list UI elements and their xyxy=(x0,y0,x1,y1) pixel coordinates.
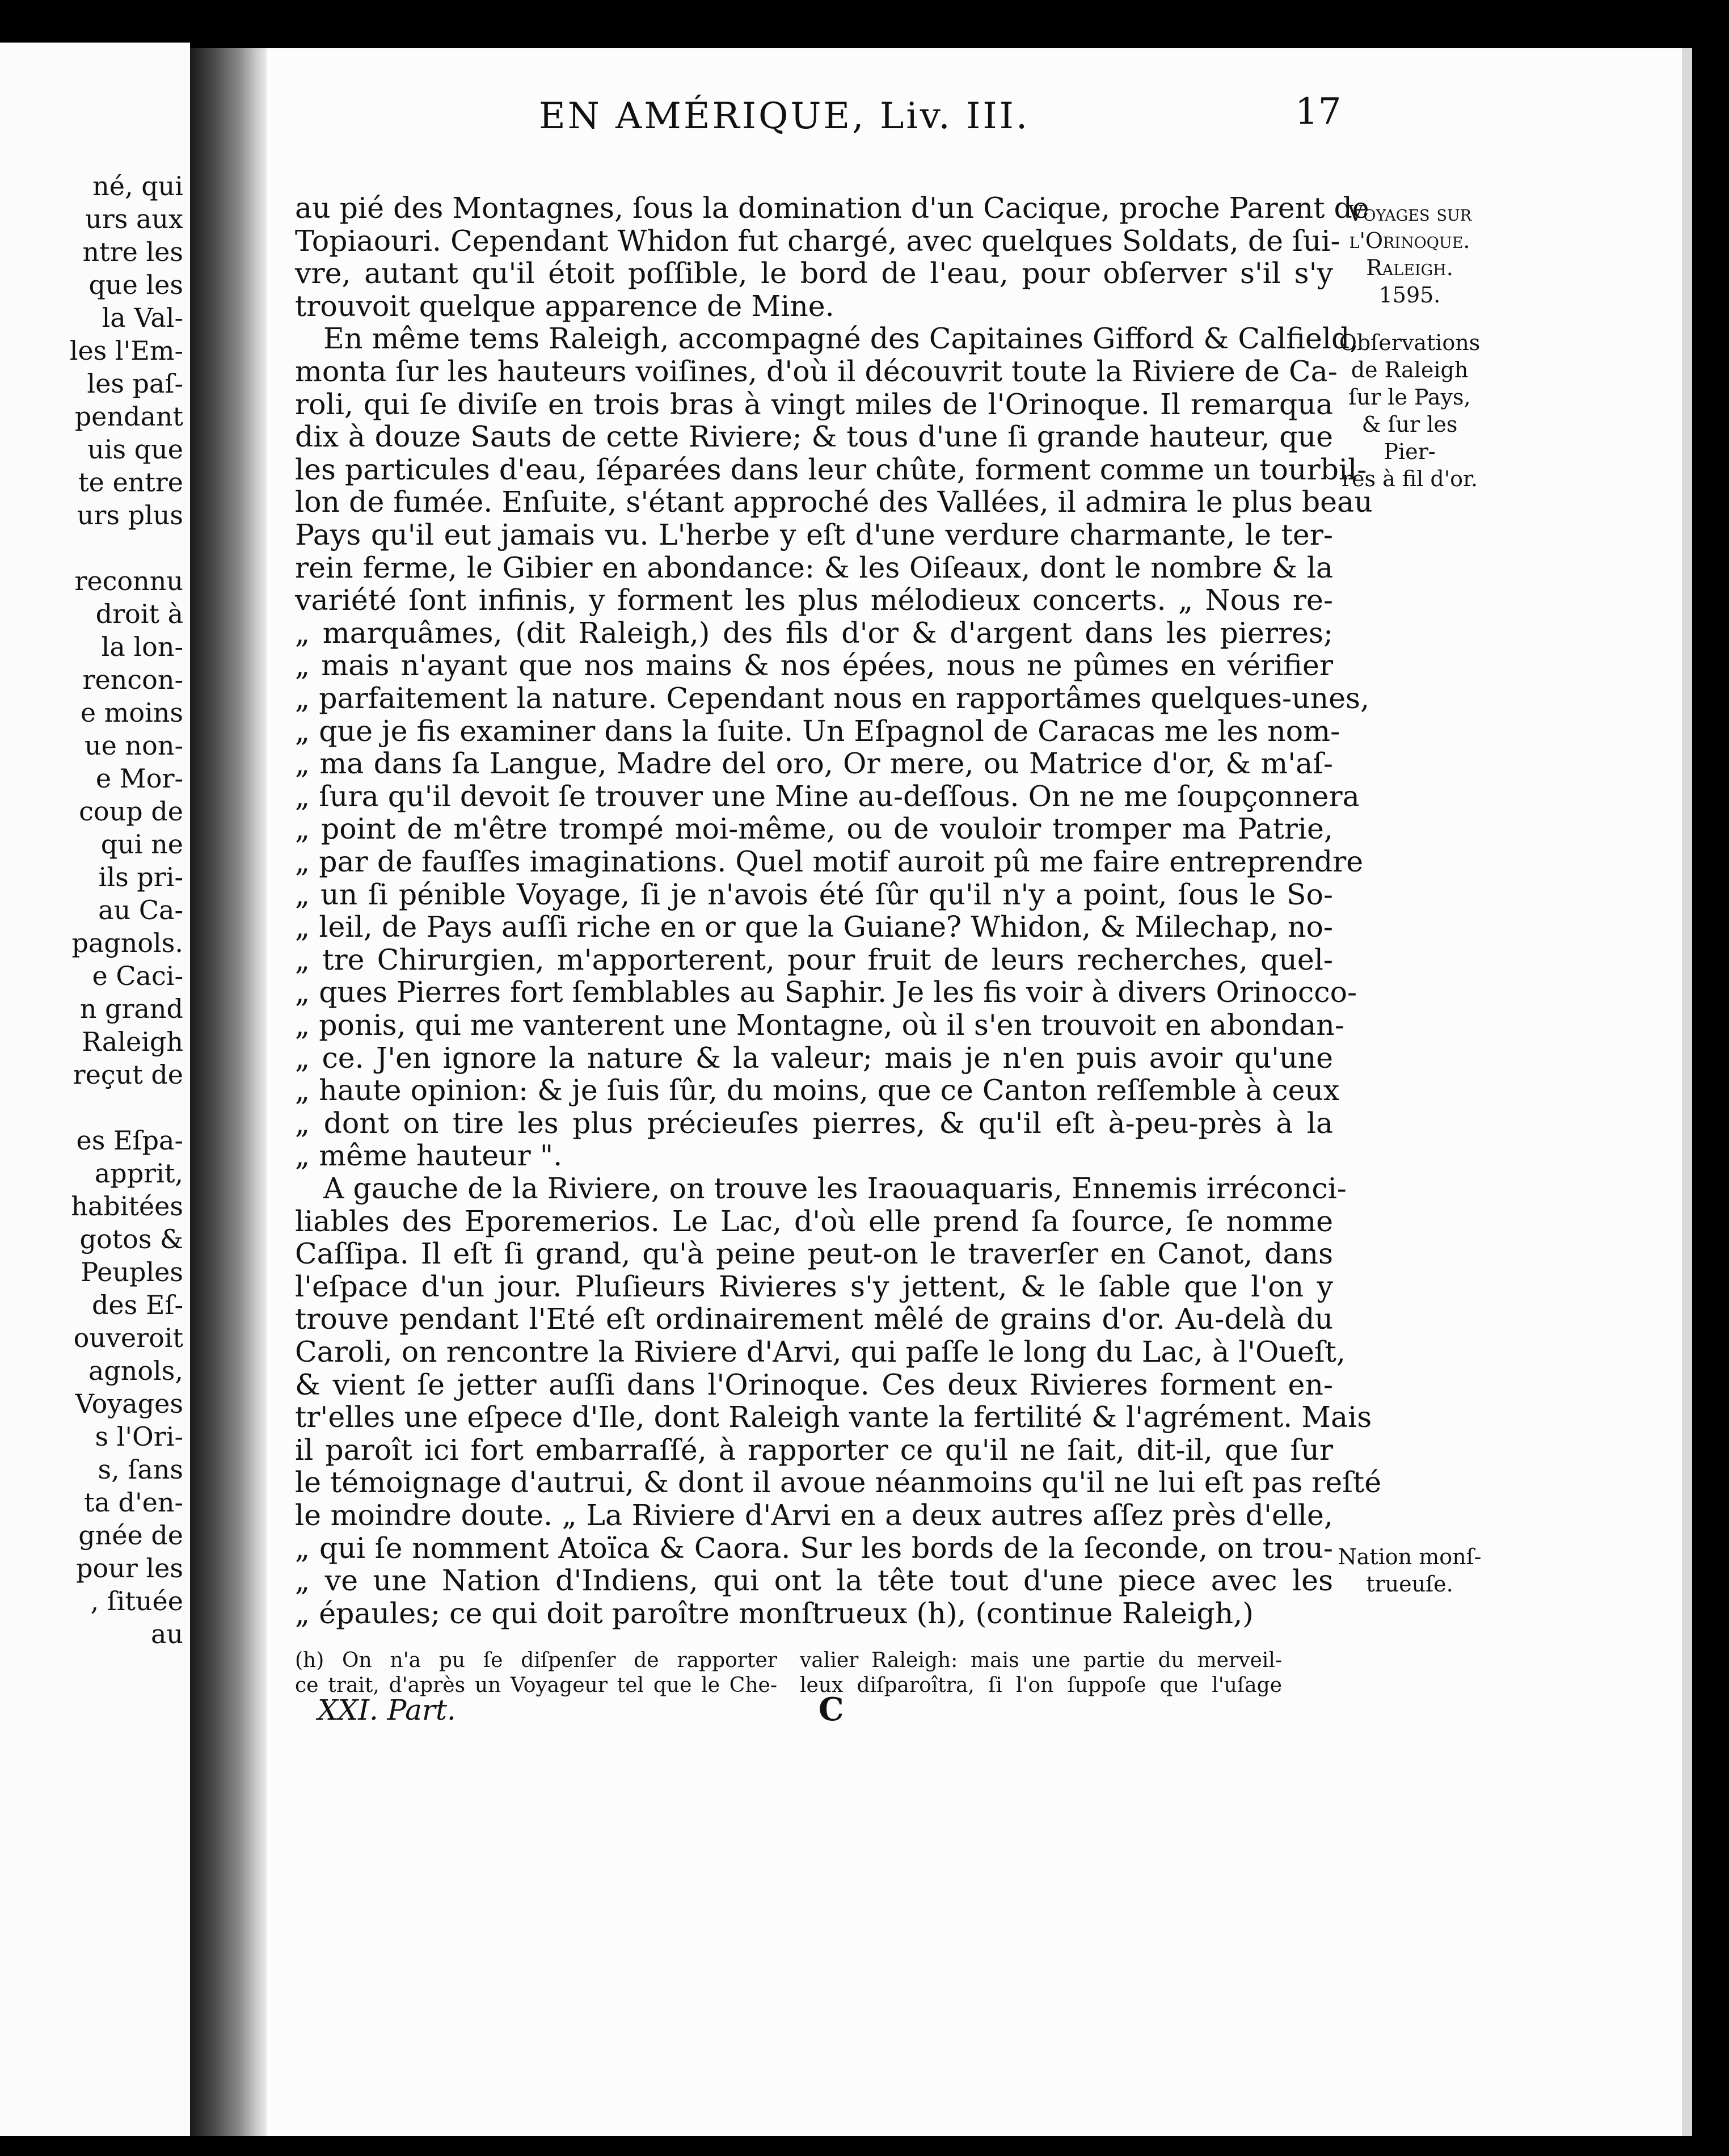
facing-page-line: agnols, xyxy=(88,1355,183,1386)
body-line: „ ponis, qui me vanterent une Montagne, où il s'en trouvoit en abondan- xyxy=(295,1008,1344,1042)
facing-page-line: e moins xyxy=(80,697,183,728)
facing-page-line: apprit, xyxy=(94,1158,183,1189)
facing-page-line: n grand xyxy=(79,993,183,1024)
margin-note-line: ſur le Pays, xyxy=(1348,385,1471,410)
facing-page-fragment xyxy=(0,43,190,2136)
body-line: l'eſpace d'un jour. Pluſieurs Rivieres s'y jettent, & le ſable que l'on y xyxy=(295,1269,1333,1303)
footnote-line: ce trait, d'après un Voyageur tel que le Che- xyxy=(295,1674,777,1697)
facing-page-line: gnée de xyxy=(78,1520,183,1551)
facing-page-line: au Ca- xyxy=(98,895,183,925)
facing-page-line: rencon- xyxy=(82,664,183,695)
facing-page-line: au xyxy=(150,1619,183,1649)
body-line: & vient ſe jetter auſſi dans l'Orinoque. Ces deux Rivieres forment en- xyxy=(295,1367,1333,1401)
body-line: „ mais n'ayant que nos mains & nos épées, nous ne pûmes en vérifier xyxy=(295,649,1333,683)
facing-page-line: des Eſ- xyxy=(91,1290,183,1320)
facing-page-line: qui ne xyxy=(100,829,183,860)
facing-page-line: Peuples xyxy=(81,1257,183,1287)
margin-note-line: 1595. xyxy=(1378,283,1441,308)
footnote-line: valier Raleigh: mais une partie du merveil- xyxy=(800,1649,1282,1672)
facing-page-line: es Eſpa- xyxy=(76,1125,183,1156)
footnote-line: leux diſparoîtra, ſi l'on ſuppoſe que l'uſage xyxy=(800,1674,1282,1697)
facing-page-line: ue non- xyxy=(85,730,183,761)
book-gutter-shadow xyxy=(190,48,269,2136)
body-line: lon de fumée. Enſuite, s'étant approché des Vallées, il admira le plus beau xyxy=(295,485,1373,519)
body-line: „ ce. J'en ignore la nature & la valeur; mais je n'en puis avoir qu'une xyxy=(295,1041,1333,1075)
body-line: „ parfaitement la nature. Cependant nous en rapportâmes quelques-unes, xyxy=(295,681,1369,715)
body-line: liables des Eporemerios. Le Lac, d'où elle prend ſa ſource, ſe nomme xyxy=(295,1204,1333,1238)
facing-page-line: habitées xyxy=(71,1191,183,1222)
facing-page-line: ntre les xyxy=(82,237,183,267)
body-line: „ ques Pierres fort ſemblables au Saphir. Je les fis voir à divers Orinocco- xyxy=(295,975,1357,1009)
body-line: „ ma dans ſa Langue, Madre del oro, Or mere, ou Matrice d'or, & m'aſ- xyxy=(295,747,1333,781)
body-line: variété ſont infinis, y forment les plus mélodieux concerts. „ Nous re- xyxy=(295,583,1333,617)
body-line: „ épaules; ce qui doit paroître monſtrueux (h), (continue Raleigh,) xyxy=(295,1596,1254,1630)
facing-page-line: urs plus xyxy=(77,500,183,530)
facing-page-line: que les xyxy=(88,270,183,300)
margin-note-line: & ſur les Pier- xyxy=(1361,412,1458,464)
facing-page-line: s, ſans xyxy=(98,1454,183,1485)
body-line: „ leil, de Pays auſſi riche en or que la Guiane? Whidon, & Milechap, no- xyxy=(295,910,1333,944)
facing-page-line: uis que xyxy=(87,434,183,465)
body-line: il paroît ici fort embarraſſé, à rapporter ce qu'il ne ſait, dit-il, que ſur xyxy=(295,1433,1333,1467)
running-head: EN AMÉRIQUE, Liv. III. xyxy=(539,95,1030,137)
body-line: le témoignage d'autrui, & dont il avoue néanmoins qu'il ne lui eſt pas reſté xyxy=(295,1466,1382,1500)
body-line: „ haute opinion: & je ſuis ſûr, du moins, que ce Canton reſſemble à ceux xyxy=(295,1073,1340,1108)
facing-page-line: reçut de xyxy=(73,1059,183,1090)
body-line: tr'elles une eſpece d'Ile, dont Raleigh vante la fertilité & l'agrément. Mais xyxy=(295,1400,1372,1434)
body-line: trouvoit quelque apparence de Mine. xyxy=(295,289,834,323)
body-line: le moindre doute. „ La Riviere d'Arvi en a deux autres aſſez près d'elle, xyxy=(295,1498,1333,1532)
margin-note-line: Nation monſ- xyxy=(1338,1544,1482,1569)
body-line: „ par de fauſſes imaginations. Quel motif auroit pû me faire entreprendre xyxy=(295,845,1364,878)
facing-page-line: Raleigh xyxy=(82,1026,183,1057)
facing-page-line: les l'Em- xyxy=(69,335,183,366)
margin-note-line: trueuſe. xyxy=(1366,1572,1453,1597)
facing-page-line: e Mor- xyxy=(95,763,183,794)
body-line: rein ferme, le Gibier en abondance: & les Oiſeaux, dont le nombre & la xyxy=(295,550,1333,584)
body-line: les particules d'eau, ſéparées dans leur chûte, forment comme un tourbil- xyxy=(295,452,1367,486)
margin-note-line: l'Orinoque. xyxy=(1349,228,1470,253)
body-line: „ ſura qu'il devoit ſe trouver une Mine au-deſſous. On ne me ſoupçonnera xyxy=(295,779,1360,813)
facing-page-line: urs aux xyxy=(85,204,183,234)
body-line: „ ve une Nation d'Indiens, qui ont la tête tout d'une piece avec les xyxy=(295,1564,1333,1598)
footnote-line: (h) On n'a pu ſe diſpenſer de rapporter xyxy=(295,1649,777,1672)
body-line: Caroli, on rencontre la Riviere d'Arvi, qui paſſe le long du Lac, à l'Oueſt, xyxy=(295,1335,1346,1368)
body-line: monta ſur les hauteurs voiſines, d'où il découvrit toute la Riviere de Ca- xyxy=(295,355,1338,388)
footnote-column-left xyxy=(295,1648,777,1698)
margin-note-line: Obſervations xyxy=(1339,330,1481,355)
body-line: Caſſipa. Il eſt ſi grand, qu'à peine peut-on le traverſer en Canot, dans xyxy=(295,1237,1333,1271)
body-line: „ tre Chirurgien, m'apporterent, pour fruit de leurs recherches, quel- xyxy=(295,942,1333,976)
facing-page-line: , ſituée xyxy=(90,1586,183,1616)
facing-page-line: coup de xyxy=(79,796,183,827)
body-line: „ marquâmes, (dit Raleigh,) des fils d'or & d'argent dans les pierres; xyxy=(295,616,1333,650)
facing-page-line: la lon- xyxy=(101,631,183,662)
body-line: „ que je fis examiner dans la ſuite. Un Eſpagnol de Caracas me les nom- xyxy=(295,714,1340,748)
facing-page-line: ils pri- xyxy=(98,862,183,892)
facing-page-line: pour les xyxy=(76,1553,183,1584)
body-line: „ même hauteur ". xyxy=(295,1139,563,1173)
facing-page-line: te entre xyxy=(78,467,183,498)
margin-note-line: de Raleigh xyxy=(1351,357,1469,382)
facing-page-line: e Caci- xyxy=(92,961,183,991)
body-line: dix à douze Sauts de cette Riviere; & tous d'une ſi grande hauteur, que xyxy=(295,420,1333,454)
body-line: Pays qu'il eut jamais vu. L'herbe y eſt d'une verdure charmante, le ter- xyxy=(295,518,1333,551)
signature-letter: C xyxy=(819,1691,844,1728)
body-line: Topiaouri. Cependant Whidon fut chargé, avec quelques Soldats, de ſui- xyxy=(295,224,1340,258)
margin-note-line: res à fil d'or. xyxy=(1341,466,1478,491)
body-line: „ un ſi pénible Voyage, ſi je n'avois été ſûr qu'il n'y a point, ſous le So- xyxy=(295,877,1333,911)
facing-page-line: la Val- xyxy=(102,302,183,333)
body-line: vre, autant qu'il étoit poſſible, le bord de l'eau, pour obſerver s'il s'y xyxy=(295,256,1333,290)
facing-page-line: gotos & xyxy=(79,1224,183,1254)
margin-note-voyages xyxy=(1333,200,1486,309)
body-line: En même tems Raleigh, accompagné des Capitaines Gifford & Calfield, xyxy=(323,322,1359,356)
facing-page-line: s l'Ori- xyxy=(95,1421,183,1452)
margin-note-observations xyxy=(1333,329,1486,492)
facing-page-line: pendant xyxy=(74,401,183,432)
facing-page-line: pagnols. xyxy=(71,928,183,958)
facing-page-line: ta d'en- xyxy=(83,1487,183,1518)
body-line: „ qui ſe nomment Atoïca & Caora. Sur les bords de la ſeconde, on trou- xyxy=(295,1531,1333,1565)
signature-mark: XXI. Part. xyxy=(318,1694,456,1727)
facing-page-line: ouveroit xyxy=(73,1323,183,1353)
facing-page-line: né, qui xyxy=(92,171,183,201)
body-line: roli, qui ſe diviſe en trois bras à vingt miles de l'Orinoque. Il remarqua xyxy=(295,387,1333,421)
footnote-column-right xyxy=(800,1648,1282,1698)
facing-page-line: les paſ- xyxy=(87,368,183,399)
body-line: trouve pendant l'Eté eſt ordinairement mêlé de grains d'or. Au-delà du xyxy=(295,1302,1333,1336)
body-line: au pié des Montagnes, ſous la domination d'un Cacique, proche Parent de xyxy=(295,191,1369,225)
facing-page-line: droit à xyxy=(95,599,183,629)
body-line: A gauche de la Riviere, on trouve les Iraouaquaris, Ennemis irréconci- xyxy=(323,1172,1347,1205)
margin-note-nation xyxy=(1333,1543,1486,1598)
body-line: „ dont on tire les plus précieuſes pierres, & qu'il eſt à-peu-près à la xyxy=(295,1106,1333,1140)
margin-note-line: Raleigh. xyxy=(1366,255,1453,280)
page-edge xyxy=(1682,48,1692,2136)
facing-page-line: reconnu xyxy=(74,566,183,596)
margin-note-line: Voyages sur xyxy=(1347,201,1472,226)
body-line: „ point de m'être trompé moi-même, ou de vouloir tromper ma Patrie, xyxy=(295,812,1333,846)
page-number: 17 xyxy=(1295,91,1342,133)
facing-page-line: Voyages xyxy=(75,1388,183,1419)
